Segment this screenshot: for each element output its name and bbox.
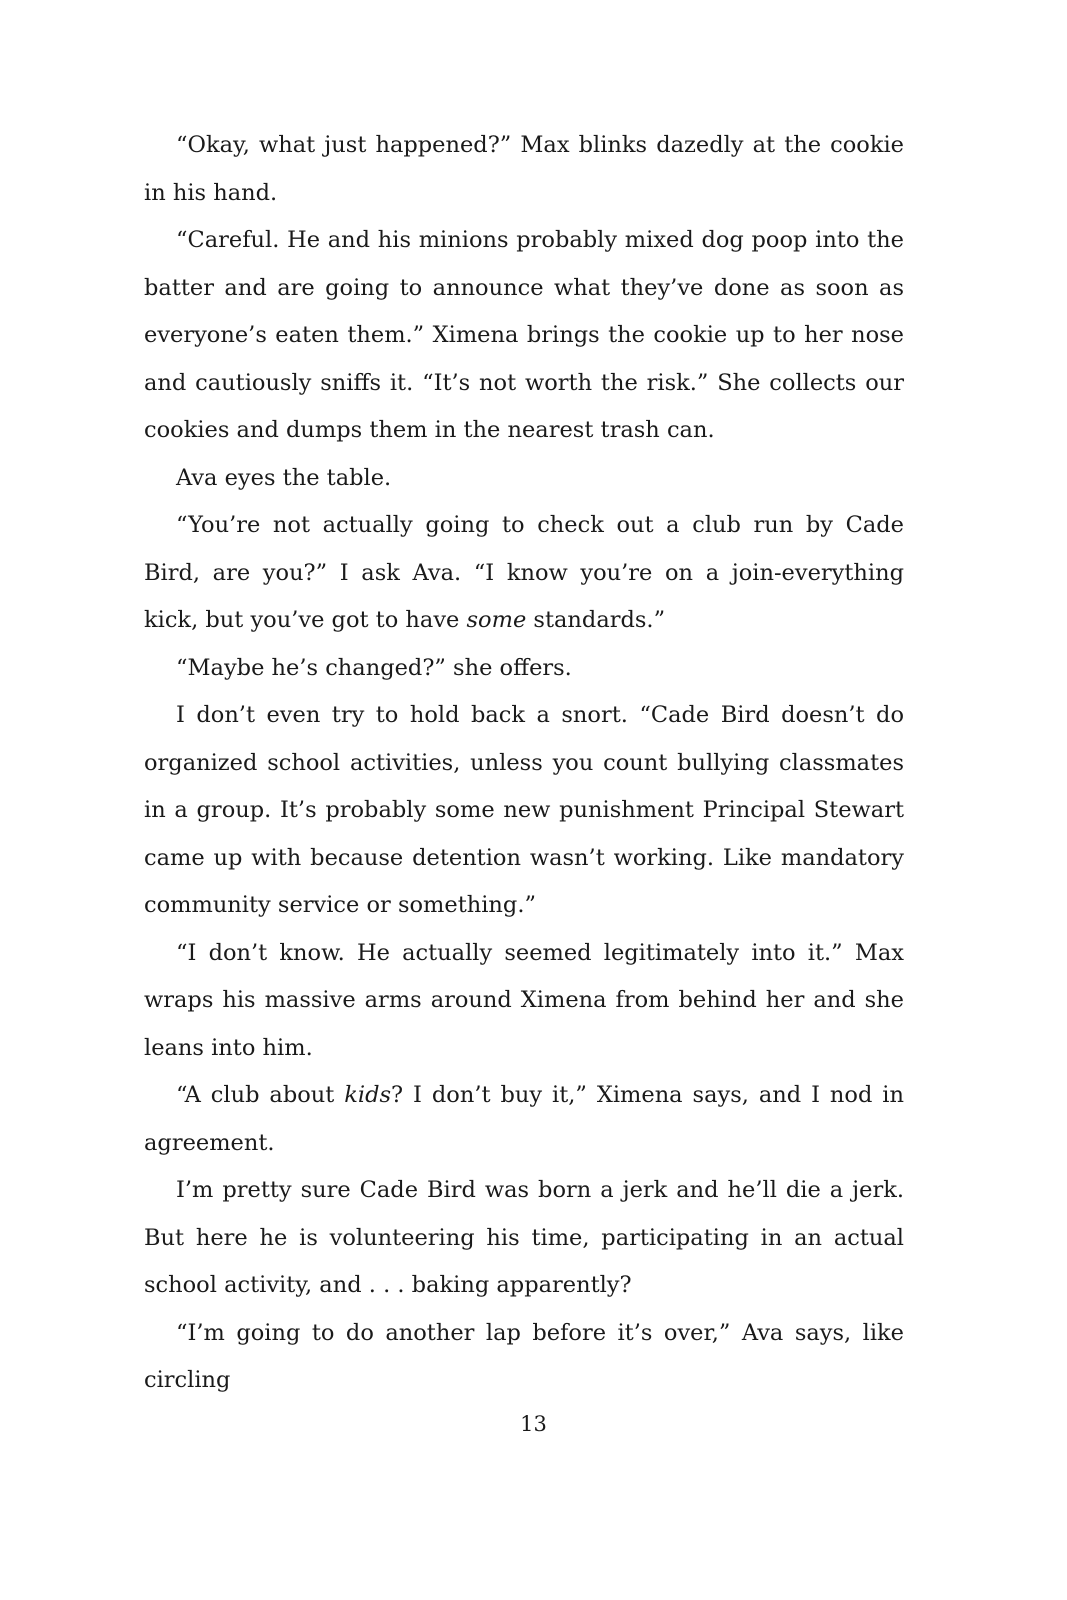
text-body (144, 122, 904, 1405)
paragraph (144, 1072, 904, 1167)
paragraph: I’m pretty sure Cade Bird was born a jerk and he’ll die a jerk. But here he is volunteering his time, participating in an actual school activity, and . . . baking apparently? (144, 1177, 904, 1298)
text-run: standards.” (526, 607, 666, 633)
page-number: 13 (520, 1412, 547, 1436)
paragraph: Ava eyes the table. (176, 464, 392, 491)
emphasis-text: kids (344, 1082, 392, 1108)
paragraph: “I’m going to do another lap before it’s over,” Ava says, like circling (144, 1319, 904, 1393)
paragraph: “Maybe he’s changed?” she offers. (176, 654, 572, 681)
paragraph: I don’t even try to hold back a snort. “Cade Bird doesn’t do organized school activities, unless you count bullying classmates in a group. It’s probably some new punishment Principal Stewart came up with because detention wasn’t working. Like mandatory community service or something.” (144, 702, 904, 918)
paragraph: “Careful. He and his minions probably mixed dog poop into the batter and are going to announce what they’ve done as soon as everyone’s eaten them.” Ximena brings the cookie up to her nose and cautiously sniffs it. “It’s not worth the risk.” She collects our cookies and dumps them in the nearest trash can. (144, 227, 904, 443)
text-run: ? I don’t buy it,” Ximena says, and I nod in agreement. (144, 1082, 904, 1156)
paragraph: “Okay, what just happened?” Max blinks dazedly at the cookie in his hand. (144, 132, 904, 206)
paragraph: “I don’t know. He actually seemed legitimately into it.” Max wraps his massive arms around Ximena from behind her and she leans into him. (144, 939, 904, 1061)
text-run: “You’re not actually going to check out a club run by Cade Bird, are you?” I ask Ava. “I know you’re on a join-everything kick, but you’ve got to have (144, 512, 904, 633)
emphasis-text: some (466, 607, 527, 633)
text-run: “A club about (176, 1082, 345, 1108)
paragraph (144, 502, 904, 645)
